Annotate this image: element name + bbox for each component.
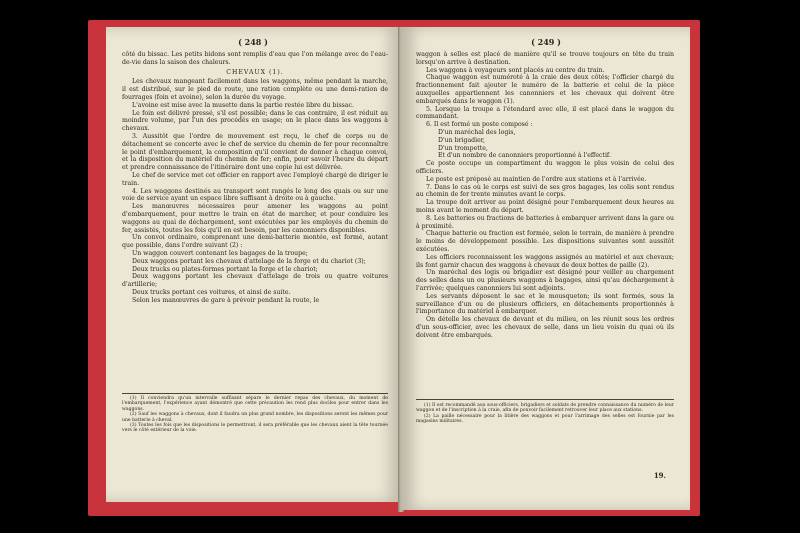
right-page-body [416, 51, 674, 339]
right-list-item-3: D'un trompette, [438, 144, 488, 152]
left-footnote-2: (2) Sauf les waggons à chevaux, dont il faudra un plus grand nombre, les dispositions seront les mêmes pour une batterie à cheval. [122, 412, 388, 423]
right-paragraph-18: On dételle les chevaux de devant et du milieu, on les réunit sous les ordres d'un sous-officier, avec les chevaux de selle, dans un lieu voisin du quai où ils doivent être embarqués. [416, 316, 674, 339]
signature-mark: 19. [653, 471, 666, 480]
left-paragraph-7: Les manœuvres nécessaires pour amener les waggons au point d'embarquement, pour mettre le train en état de marcher, et pour conduire les waggons au quai de déchargement, sont exécutées par les employés du chemin de fer, assistés, toutes les fois qu'il en est besoin, par les canonniers disponibles. [122, 203, 388, 234]
left-section-heading: CHEVAUX (1). [226, 68, 284, 76]
left-footnote-rule [122, 393, 388, 394]
left-paragraph-11: Deux trucks ou plates-formes portant la forge et le chariot; [132, 265, 318, 273]
left-page-body [122, 51, 388, 305]
right-paragraph-1: Les waggons à voyageurs sont placés au centre du train. [426, 66, 605, 74]
left-paragraph-3: Le foin est délivré pressé, s'il est possible; dans le cas contraire, il est réduit au moindre volume, par l'un des procédés en usage; on le place dans les waggons à chevaux. [122, 109, 388, 133]
left-paragraph-10: Deux waggons portant les chevaux d'attelage de la forge et du chariot (3); [132, 257, 366, 265]
left-paragraph-1: Les chevaux mangeant facilement dans les waggons, même pendant la marche, il est distribué, sur le pied de route, une ration complète ou une demi-ration de fourrages (foin et avoine), selon la durée du voyage. [122, 78, 388, 101]
right-footnote-1: (1) Il est recommandé aux sous-officiers, brigadiers et soldats de prendre connaissance du numéro de leur waggon et de l'inscription à la craie, afin de pouvoir facilement retrouver leur place aux stations. [416, 403, 674, 414]
left-paragraph-14: Selon les manœuvres de gare à prévoir pendant la route, le [132, 296, 320, 304]
left-paragraph-8: Un convoi ordinaire, comprenant une demi-batterie montée, est formé, autant que possible, dans l'ordre suivant (2) : [122, 234, 388, 250]
right-paragraph-13: 8. Les batteries ou fractions de batteries à embarquer arrivent dans la gare ou à proximité. [416, 214, 674, 230]
right-paragraph-10: Le poste est préposé au maintien de l'ordre aux stations et à l'arrivée. [426, 175, 647, 183]
left-paragraph-9: Un waggon couvert contenant les bagages de la troupe; [132, 249, 308, 257]
right-paragraph-3: 5. Lorsque la troupe a l'étendard avec elle, il est placé dans le waggon du commandant. [416, 105, 674, 121]
left-footnote-1: (1) Il conviendra qu'un intervalle suffisant sépare le dernier repas des chevaux, du moment de l'embarquement, l'expérience ayant démontré que cette précaution les rend plus dociles pour entrer dans les waggons. [122, 396, 388, 412]
right-paragraph-4: 6. Il est formé un poste composé : [426, 121, 533, 129]
right-paragraph-9: Ce poste occupe un compartiment du waggon le plus voisin de celui des officiers. [416, 160, 674, 175]
right-paragraph-12: La troupe doit arriver au point désigné pour l'embarquement deux heures au moins avant le moment du départ. [416, 199, 674, 214]
right-list-item-4: Et d'un nombre de canonniers proportionné à l'effectif. [438, 152, 611, 160]
right-paragraph-11: 7. Dans le cas où le corps est suivi de ses gros bagages, les colis sont rendus au chemin de fer trente minutes avant le corps. [416, 183, 674, 199]
left-footnote-3: (3) Toutes les fois que les dispositions le permettront, il sera préférable que les chevaux aient la tête tournée vers le côté extérieur de la voie. [122, 423, 388, 434]
right-page [402, 27, 690, 510]
right-paragraph-16: Un maréchal des logis ou brigadier est désigné pour veiller au chargement des selles dans un ou plusieurs waggons à bagages, ainsi qu'au déchargement à l'arrivée; quelques canonniers lui sont adjoints. [416, 269, 674, 292]
left-paragraph-5: Le chef de service met cet officier en rapport avec l'employé chargé de diriger le train. [122, 171, 388, 187]
right-footnote-2: (2) La paille nécessaire pour la litière des waggons et pour l'arrimage des selles est fournie par les magasins militaires. [416, 413, 674, 425]
right-list-item-1: D'un maréchal des logis, [438, 128, 516, 136]
left-paragraph-13: Deux trucks portant ces voitures, et ainsi de suite. [132, 288, 291, 296]
right-paragraph-17: Les servants déposent le sac et le mousqueton; ils sont formés, sous la surveillance d'un ou de plusieurs officiers, en détachements proportionnés à l'importance du matériel à embarquer. [416, 292, 674, 316]
left-page [106, 27, 400, 502]
left-paragraph-12: Deux waggons portant les chevaux d'attelage de trois ou quatre voitures d'artillerie; [122, 273, 388, 289]
right-footnotes [416, 403, 674, 425]
left-paragraph-4: 3. Aussitôt que l'ordre de mouvement est reçu, le chef de corps ou de détachement se concerte avec le chef de service du chemin de fer pour reconnaître le point d'embarquement, la composition qu'il convient de donner à chaque convoi, et la disposition du matériel du chemin de fer; enfin, pour savoir l'heure du départ et prendre connaissance de l'itinéraire dont une copie lui est délivrée. [122, 132, 388, 172]
right-paragraph-2: Chaque waggon est numéroté à la craie des deux côtés; l'officier chargé du fractionnement fait ajouter le numéro de la batterie et celui de la pièce auxquelles appartiennent les canonniers et les chevaux qui doivent être embarqués dans le waggon (1). [416, 74, 674, 105]
right-list-item-2: D'un brigadier, [438, 136, 485, 144]
right-footnote-rule [416, 399, 674, 400]
left-paragraph-2: L'avoine est mise avec la musette dans la partie restée libre du bissac. [132, 101, 354, 109]
left-footnotes [122, 396, 388, 434]
right-paragraph-15: Les officiers reconnaissent les waggons assignés au matériel et aux chevaux; ils font garnir chacun des waggons à chevaux de deux bottes de paille (2). [416, 253, 674, 269]
left-paragraph-0: côté du bissac. Les petits bidons sont remplis d'eau que l'on mélange avec de l'eau-de-vie dans la saison des chaleurs. [122, 51, 388, 66]
right-paragraph-0: waggon à selles est placé de manière qu'il se trouve toujours en tête du train lorsqu'on arrive à destination. [416, 51, 674, 66]
right-paragraph-14: Chaque batterie ou fraction est formée, selon le terrain, de manière à prendre le moins de développement possible. Les dispositions suivantes sont aussitôt exécutées. [416, 230, 674, 253]
left-paragraph-6: 4. Les waggons destinés au transport sont rangés le long des quais ou sur une voie de service ayant un espace libre suffisant à droite ou à gauche. [122, 187, 388, 203]
right-page-number: ( 249 ) [531, 37, 561, 47]
left-page-number: ( 248 ) [238, 37, 268, 47]
